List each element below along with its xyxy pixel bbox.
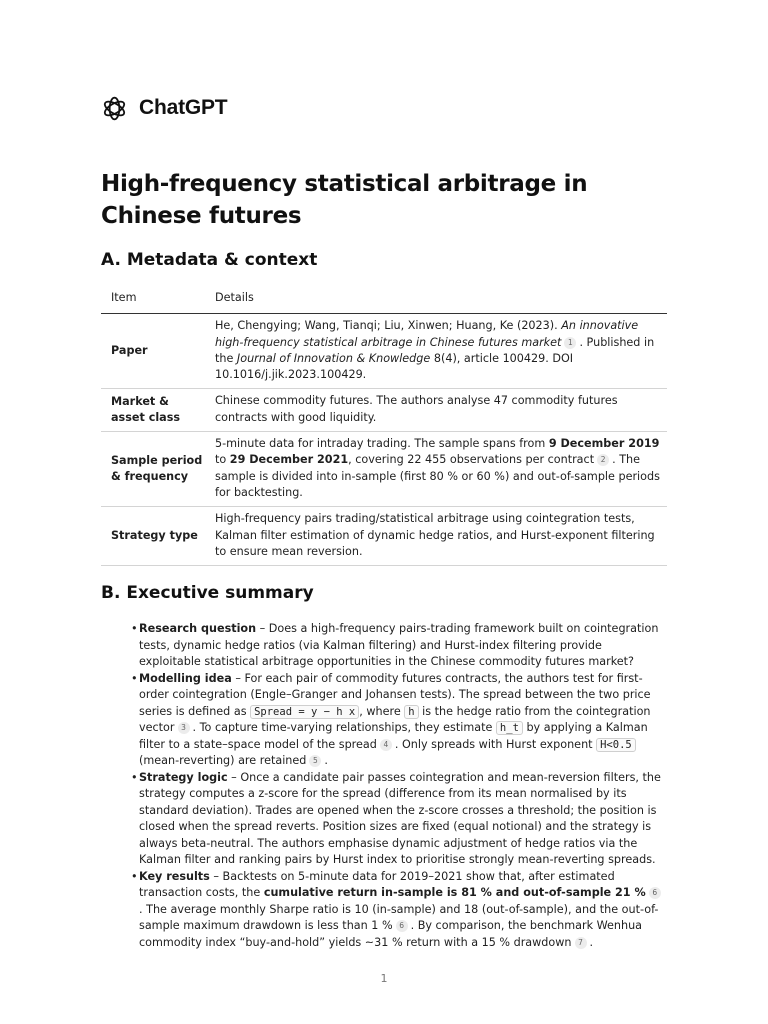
inline-code-h-t: h_t — [496, 721, 523, 735]
brand-name: ChatGPT — [139, 96, 228, 119]
citation-marker[interactable]: 6 — [649, 887, 661, 899]
inline-code-h: h — [404, 705, 418, 719]
row-label-sample: Sample period & frequency — [101, 432, 215, 507]
citation-marker[interactable]: 6 — [396, 920, 408, 932]
row-label-strategy: Strategy type — [101, 507, 215, 566]
openai-logo-icon — [101, 95, 128, 122]
key-result-highlight: cumulative return in-sample is 81 % and out-of-sample 21 % — [263, 886, 646, 900]
document-page — [101, 94, 667, 951]
executive-summary-list — [101, 621, 667, 951]
table-row-market — [101, 389, 667, 432]
column-header-details: Details — [215, 290, 667, 314]
list-item-key-results: • Key results – Backtests on 5-minute data for 2019–2021 show that, after estimated transaction costs, the cumulative return in-sample is 81 % and out-of-sample 21 % 6. The average monthly Sharpe ratio is 10 (in-sample) and 18 (out-of-sample), and the out-of-sample maximum drawdown is less than 1 % 6 . By comparison, the benchmark Wenhua commodity index “buy-and-hold” yields ~31 % return with a 15 % drawdown 7 . — [139, 869, 667, 952]
row-details-paper: He, Chengying; Wang, Tianqi; Liu, Xinwen; Huang, Ke (2023). An innovative high-frequency statistical arbitrage in Chinese futures market 1 . Published in the Journal of Innovation & Knowledge 8(4), article 100429. DOI 10.1016/j.jik.2023.100429. — [215, 314, 667, 389]
citation-marker[interactable]: 7 — [575, 937, 587, 949]
journal-name: Journal of Innovation & Knowledge — [236, 351, 431, 365]
end-date: 29 December 2021 — [229, 453, 349, 467]
inline-code-hurst: H<0.5 — [596, 738, 636, 752]
row-label-market: Market & asset class — [101, 389, 215, 432]
table-row-strategy — [101, 507, 667, 566]
metadata-table — [101, 290, 667, 566]
row-details-sample: 5-minute data for intraday trading. The sample spans from 9 December 2019 to 29 December 2021, covering 22 455 observations per contract 2 . The sample is divided into in-sample (first 80 % or 60 %) and out-of-sample periods for backtesting. — [215, 432, 667, 507]
citation-marker[interactable]: 2 — [597, 454, 609, 466]
list-item-research-question: • Research question – Does a high-frequency pairs-trading framework built on cointegration tests, dynamic hedge ratios (via Kalman filtering) and Hurst-index filtering provide exploitable statistical arbitrage opportunities in the Chinese commodity futures market? — [139, 621, 667, 671]
paper-title: An innovative high-frequency statistical arbitrage in Chinese futures market — [215, 319, 639, 349]
row-details-market: Chinese commodity futures. The authors analyse 47 commodity futures contracts with good liquidity. — [215, 389, 667, 432]
section-a-heading: A. Metadata & context — [101, 250, 318, 270]
start-date: 9 December 2019 — [548, 437, 660, 451]
brand-header — [101, 94, 667, 122]
table-row-paper — [101, 314, 667, 389]
section-b-heading: B. Executive summary — [101, 583, 314, 604]
table-header-row — [101, 290, 667, 314]
citation-marker[interactable]: 5 — [309, 755, 321, 767]
row-details-strategy: High-frequency pairs trading/statistical arbitrage using cointegration tests, Kalman filter estimation of dynamic hedge ratios, and Hurst-exponent filtering to ensure mean reversion. — [215, 507, 667, 566]
row-label-paper: Paper — [101, 314, 215, 389]
page-number: 1 — [380, 972, 388, 985]
document-title: High-frequency statistical arbitrage in Chinese futures — [101, 171, 588, 229]
citation-marker[interactable]: 3 — [178, 722, 190, 734]
citation-marker[interactable]: 1 — [564, 337, 576, 349]
column-header-item: Item — [101, 290, 215, 314]
inline-code-spread: Spread = y − h x — [250, 705, 359, 719]
list-item-strategy-logic: • Strategy logic – Once a candidate pair passes cointegration and mean-reversion filters, the strategy computes a z-score for the spread (difference from its mean normalised by its standard deviation). Trades are opened when the z-score crosses a threshold; the position is closed when the spread reverts. Position sizes are fixed (equal notional) and the strategy is always beta-neutral. The authors emphasise dynamic adjustment of hedge ratios via the Kalman filter and ranking pairs by Hurst index to prioritise strongly mean-reverting spreads. — [139, 770, 667, 869]
citation-marker[interactable]: 4 — [380, 739, 392, 751]
table-row-sample — [101, 432, 667, 507]
list-item-modelling-idea: • Modelling idea – For each pair of commodity futures contracts, the authors test for first-order cointegration (Engle–Granger and Johansen tests). The spread between the two price series is defined as Spread = y − h x , where h is the hedge ratio from the cointegration vector 3 . To capture time-varying relationships, they estimate h_t by applying a Kalman filter to a state–space model of the spread 4 . Only spreads with Hurst exponent H<0.5 (mean-reverting) are retained 5 . — [139, 671, 667, 770]
